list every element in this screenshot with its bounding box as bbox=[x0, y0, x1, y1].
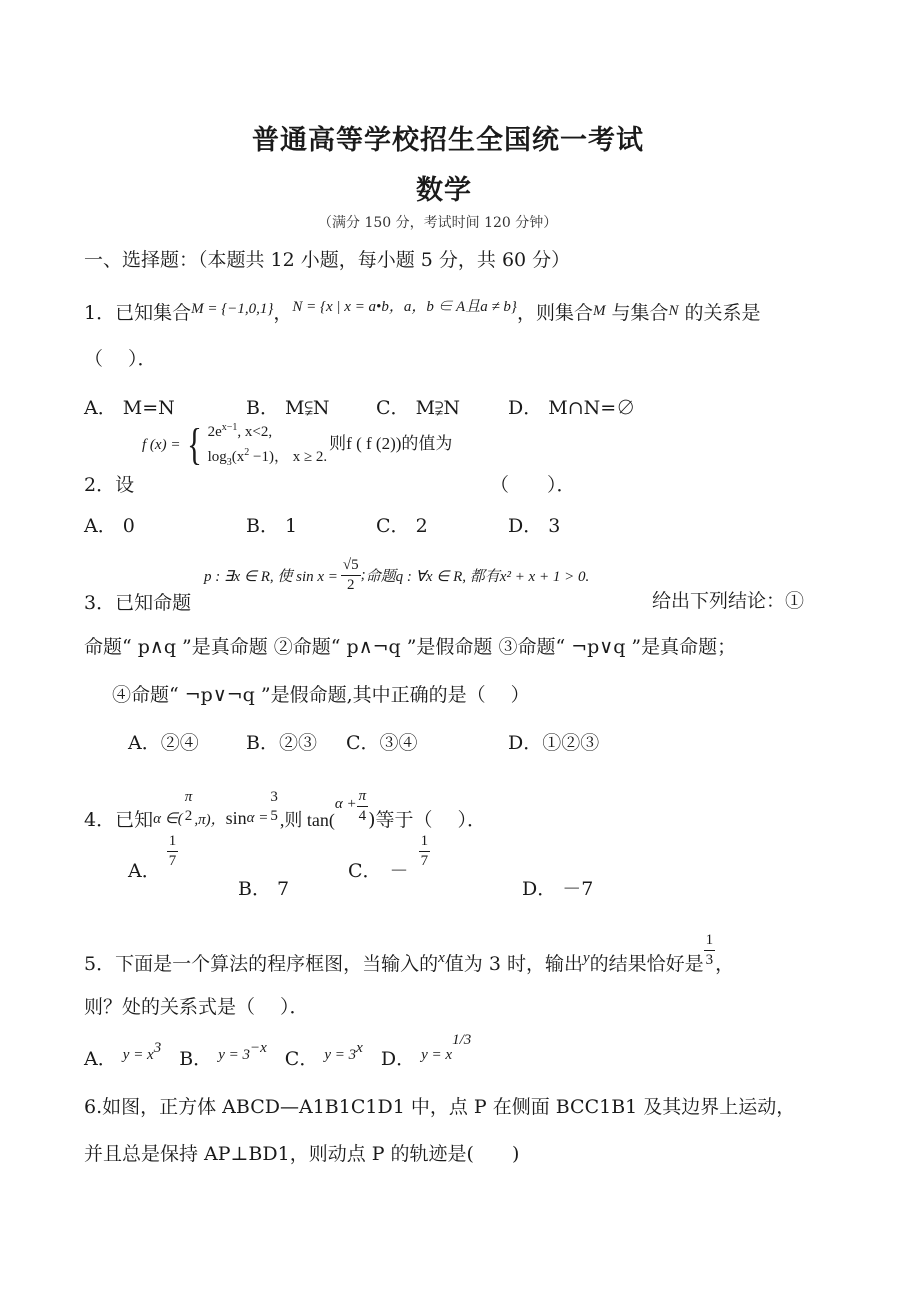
option-label: A． bbox=[84, 515, 117, 537]
option-text: 1 bbox=[285, 515, 298, 537]
option-label: B． bbox=[246, 397, 279, 419]
option-c bbox=[376, 393, 460, 420]
option-b bbox=[246, 511, 297, 538]
piecewise-function bbox=[142, 422, 452, 468]
option-label: B． bbox=[179, 1048, 213, 1070]
option-d bbox=[522, 874, 593, 901]
option-text: ①②③ bbox=[542, 732, 600, 754]
section-heading: 一、选择题：（本题共 12 小题，每小题 5 分，共 60 分） bbox=[84, 249, 571, 271]
exponent: 2 bbox=[244, 447, 250, 458]
question-text: 则？处的关系式是（ ）． bbox=[84, 996, 309, 1018]
option-label: D． bbox=[508, 732, 543, 754]
exam-title: 普通高等学校招生全国统一考试 bbox=[252, 125, 644, 156]
option-label: C． bbox=[284, 1048, 319, 1070]
question-2-number bbox=[84, 470, 134, 497]
option-label: B． bbox=[246, 515, 279, 537]
question-text: 与集合 bbox=[605, 302, 669, 324]
option-c bbox=[376, 511, 428, 538]
option-label: B． bbox=[246, 732, 279, 754]
sin-function: sin bbox=[225, 808, 247, 828]
set-m-formula: M = {−1,0,1} bbox=[191, 301, 274, 317]
option-text: －7 bbox=[562, 878, 594, 900]
option-c bbox=[284, 1039, 363, 1071]
case-1 bbox=[208, 422, 328, 441]
range-end: ,π)， bbox=[194, 812, 226, 828]
exponent: x−1 bbox=[221, 422, 238, 433]
question-4 bbox=[84, 788, 487, 836]
fraction bbox=[419, 834, 431, 869]
option-text: ③④ bbox=[379, 732, 418, 754]
option-d bbox=[380, 1031, 472, 1071]
question-text: ,则 tan( bbox=[279, 809, 335, 830]
fraction bbox=[357, 789, 369, 824]
question-number: 1． bbox=[84, 302, 116, 324]
question-number: 2． bbox=[84, 474, 116, 496]
exam-note: （满分 150 分，考试时间 120 分钟） bbox=[318, 215, 558, 231]
option-label: C． bbox=[376, 515, 410, 537]
option-c bbox=[348, 833, 430, 883]
question-text: 值为 3 时，输出 bbox=[444, 953, 583, 975]
var-x: x bbox=[438, 950, 445, 966]
case-text: log bbox=[207, 449, 227, 465]
denominator: 3 bbox=[705, 952, 714, 968]
fraction bbox=[268, 790, 280, 824]
option-a bbox=[128, 728, 199, 755]
option-b bbox=[246, 393, 329, 420]
case-text: , x<2, bbox=[237, 424, 273, 440]
option-text: ②④ bbox=[160, 732, 199, 754]
option-d bbox=[508, 511, 560, 538]
exponent: −x bbox=[250, 1039, 267, 1056]
option-a bbox=[84, 511, 135, 538]
case-text: (x bbox=[231, 449, 245, 465]
answer-blank: （ ）． bbox=[490, 474, 576, 496]
alpha-in: α ∈( bbox=[153, 811, 183, 827]
option-text: ②③ bbox=[278, 732, 317, 754]
option-c bbox=[346, 728, 418, 755]
numerator: 1 bbox=[704, 933, 716, 951]
cases-block bbox=[184, 422, 327, 468]
option-b bbox=[238, 874, 289, 901]
brace-icon: { bbox=[187, 420, 203, 469]
fraction bbox=[183, 790, 195, 824]
question-number: 5． bbox=[84, 953, 116, 975]
question-1 bbox=[84, 298, 761, 325]
exponent: x bbox=[356, 1039, 363, 1056]
exponent: 1/3 bbox=[452, 1031, 472, 1048]
answer-blank: （ ）． bbox=[84, 348, 157, 370]
conclusions-line: 命题“ p∧q ”是真命题 ②命题“ p∧¬q ”是假命题 ③命题“ ¬p∨q ”是真命题； bbox=[84, 636, 737, 658]
option-text: M∩N=∅ bbox=[548, 397, 636, 419]
option-label: C． bbox=[348, 860, 382, 882]
case-2 bbox=[208, 445, 328, 468]
alpha-plus: α + bbox=[334, 796, 357, 812]
fraction bbox=[167, 834, 179, 869]
option-text: y = 3 bbox=[324, 1047, 357, 1063]
question-text: 并且总是保持 AP⊥BD1，则动点 P 的轨迹是( ) bbox=[84, 1143, 520, 1165]
option-b bbox=[246, 728, 317, 755]
question-number: 6. bbox=[84, 1096, 103, 1118]
var-m: M bbox=[592, 303, 606, 319]
option-text: y = x bbox=[122, 1047, 154, 1063]
question-text: 已知 bbox=[115, 809, 154, 831]
alpha-equals: α = bbox=[246, 810, 269, 826]
option-text: M⫌N bbox=[415, 397, 461, 419]
option-b bbox=[179, 1039, 267, 1071]
question-text: 设 bbox=[115, 474, 135, 496]
option-a bbox=[84, 393, 175, 420]
question-text: 如图，正方体 ABCD—A1B1C1D1 中，点 P 在侧面 BCC1B1 及其边界上运动， bbox=[102, 1096, 796, 1118]
option-label: A． bbox=[84, 1048, 117, 1070]
question-text: 则f ( f (2))的值为 bbox=[329, 433, 453, 453]
denominator: 2 bbox=[347, 577, 355, 593]
function-lhs: f (x) = bbox=[142, 436, 181, 453]
numerator: √5 bbox=[341, 558, 361, 576]
set-n-formula: N = {x | x = a•b，a，b ∈ A且a ≠ b} bbox=[292, 299, 517, 315]
option-label: D． bbox=[508, 397, 543, 419]
minus-sign: － bbox=[389, 860, 409, 882]
separator: ， bbox=[273, 302, 293, 324]
options-row bbox=[84, 1031, 472, 1071]
option-label: C． bbox=[376, 397, 410, 419]
question-text: 的关系是 bbox=[678, 302, 761, 324]
option-text: y = 3 bbox=[218, 1047, 251, 1063]
proposition-p bbox=[204, 558, 589, 593]
option-text: 0 bbox=[122, 515, 135, 537]
option-d bbox=[508, 393, 635, 420]
option-a bbox=[128, 833, 178, 883]
subscript: 3 bbox=[226, 457, 232, 468]
question-text: )等于（ ）． bbox=[368, 809, 487, 831]
subject-title: 数学 bbox=[416, 175, 472, 206]
numerator: π bbox=[357, 789, 369, 807]
option-text: M=N bbox=[122, 397, 175, 419]
option-label: B． bbox=[238, 878, 271, 900]
question-text: 的结果恰好是 bbox=[589, 953, 704, 975]
option-text: M⫋N bbox=[285, 397, 330, 419]
question-text: ，则集合 bbox=[516, 302, 593, 324]
option-label: A． bbox=[84, 397, 117, 419]
option-a bbox=[84, 1039, 162, 1071]
question-6 bbox=[84, 1092, 795, 1119]
option-label: D． bbox=[522, 878, 557, 900]
var-n: N bbox=[668, 303, 679, 319]
q-definition: 命题q : ∀x ∈ R, 都有x² + x + 1 > 0. bbox=[365, 569, 590, 585]
question-text: 已知集合 bbox=[115, 302, 192, 324]
case-text: −1)， x ≥ 2. bbox=[249, 449, 328, 465]
question-number: 3． bbox=[84, 592, 116, 614]
p-definition: p : ∃x ∈ R, 使 sin x = bbox=[204, 569, 338, 585]
question-text: 已知命题 bbox=[115, 592, 192, 614]
exponent: 3 bbox=[153, 1039, 162, 1056]
option-d bbox=[508, 728, 599, 755]
question-number: 4． bbox=[84, 809, 116, 831]
option-text: 7 bbox=[277, 878, 290, 900]
var-y: y bbox=[582, 950, 590, 966]
option-text: 3 bbox=[548, 515, 561, 537]
option-label: D． bbox=[508, 515, 543, 537]
denominator: 4 bbox=[358, 808, 367, 824]
denominator: 7 bbox=[420, 853, 429, 869]
question-3-number bbox=[84, 588, 191, 615]
question-5 bbox=[84, 932, 735, 980]
question-text: 给出下列结论：① bbox=[652, 590, 805, 612]
denominator: 7 bbox=[168, 853, 177, 869]
denominator: 5 bbox=[270, 807, 278, 824]
fraction bbox=[341, 558, 361, 593]
option-text: 2 bbox=[415, 515, 428, 537]
option-label: A． bbox=[128, 732, 161, 754]
numerator: 3 bbox=[270, 788, 278, 805]
question-text: 下面是一个算法的程序框图，当输入的 bbox=[115, 953, 439, 975]
option-label: C． bbox=[346, 732, 380, 754]
option-label: D． bbox=[380, 1048, 416, 1070]
option-text: y = x bbox=[421, 1047, 453, 1063]
option-label: A． bbox=[128, 860, 161, 882]
numerator: π bbox=[184, 788, 193, 805]
denominator: 2 bbox=[184, 807, 193, 824]
numerator: 1 bbox=[167, 834, 179, 852]
numerator: 1 bbox=[419, 834, 431, 852]
question-text: ， bbox=[715, 953, 735, 975]
fraction bbox=[704, 933, 716, 968]
conclusions-line: ④命题“ ¬p∨¬q ”是假命题,其中正确的是（ ） bbox=[112, 684, 530, 706]
case-text: 2e bbox=[207, 424, 222, 440]
separator: ; bbox=[360, 567, 366, 583]
